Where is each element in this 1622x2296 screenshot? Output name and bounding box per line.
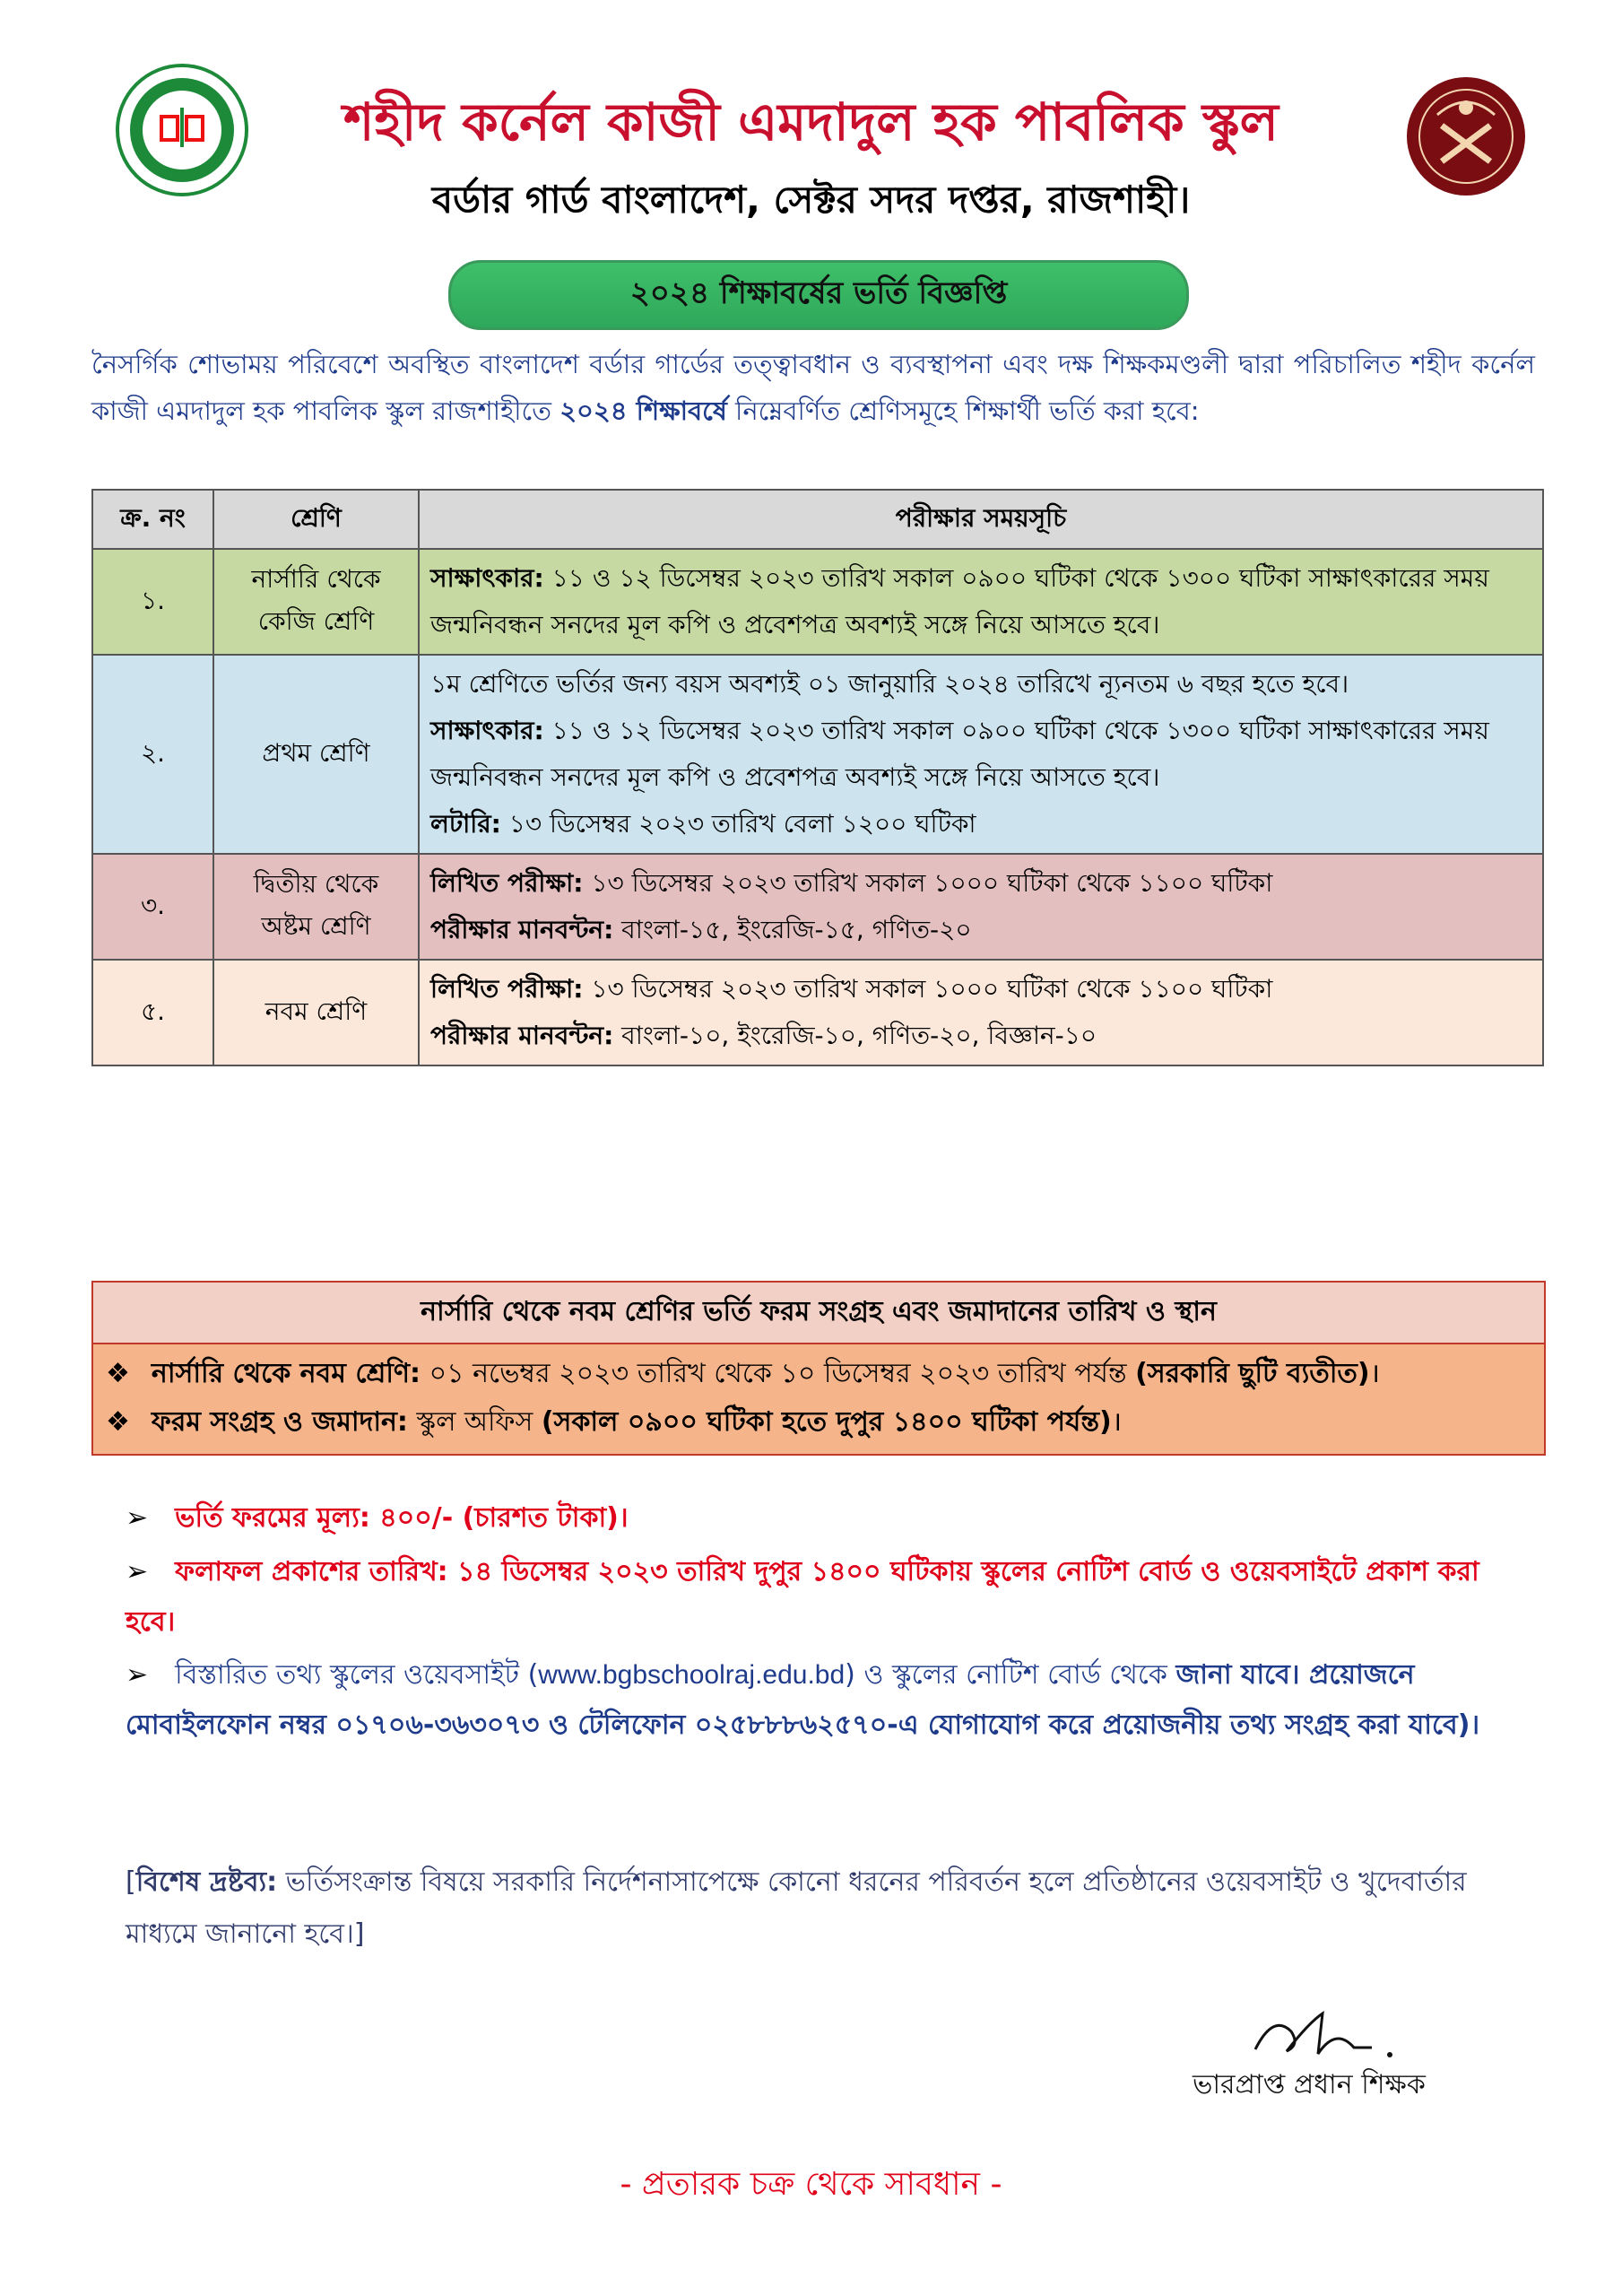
table-row bbox=[92, 960, 1543, 1065]
exam-text: ১৩ ডিসেম্বর ২০২৩ তারিখ সকাল ১০০০ ঘটিকা থেকে ১১০০ ঘটিকা bbox=[583, 974, 1273, 1004]
intro-highlight: ২০২৪ শিক্ষাবর্ষে bbox=[559, 396, 727, 426]
info-text-bold: জানা যাবে। প্রয়োজনে মোবাইলফোন নম্বর ০১৭০৬-৩৬৩০৭৩ ও টেলিফোন ০২৫৮৮৮৬২৫৭০-এ যোগাযোগ করে প্রয়োজনীয় তথ্য সংগ্রহ করা যাবে)। bbox=[126, 1659, 1480, 1741]
special-text: ভর্তিসংক্রান্ত বিষয়ে সরকারি নির্দেশনাসাপেক্ষে কোনো ধরনের পরিবর্তন হলে প্রতিষ্ঠানের ওয়েবসাইট ও খুদেবার্তার মাধ্যমে জানানো হবে।] bbox=[126, 1866, 1467, 1950]
table-header-row bbox=[92, 490, 1543, 549]
row-serial: ২. bbox=[92, 655, 213, 854]
form-item-end: । bbox=[1111, 1406, 1123, 1438]
row-schedule bbox=[419, 854, 1543, 960]
form-item-end: । bbox=[1369, 1358, 1380, 1389]
form-item-text: স্কুল অফিস bbox=[407, 1406, 542, 1438]
admission-notice-banner: ২০২৪ শিক্ষাবর্ষের ভর্তি বিজ্ঞপ্তি bbox=[448, 260, 1189, 330]
row-schedule bbox=[419, 960, 1543, 1065]
fee-note bbox=[126, 1493, 1533, 1544]
info-text-pre: বিস্তারিত তথ্য স্কুলের ওয়েবসাইট ( bbox=[175, 1659, 539, 1691]
row-serial: ৩. bbox=[92, 854, 213, 960]
form-item-dates bbox=[106, 1350, 1531, 1398]
table-row bbox=[92, 655, 1543, 854]
result-note bbox=[126, 1547, 1533, 1648]
exam-schedule-table bbox=[91, 489, 1544, 1066]
arrow-icon: ➢ bbox=[126, 1502, 149, 1534]
form-item-text: ০১ নভেম্বর ২০২৩ তারিখ থেকে ১০ ডিসেম্বর ২০২৩ তারিখ পর্যন্ত bbox=[421, 1358, 1136, 1389]
result-text: ফলাফল প্রকাশের তারিখ: ১৪ ডিসেম্বর ২০২৩ তারিখ দুপুর ১৪০০ ঘটিকায় স্কুলের নোটিশ বোর্ড ও ওয়েবসাইটে প্রকাশ করা হবে। bbox=[126, 1556, 1479, 1638]
lottery-block bbox=[430, 801, 1531, 848]
intro-text-end: নিম্নেবর্ণিত শ্রেণিসমূহে শিক্ষার্থী ভর্তি করা হবে: bbox=[726, 396, 1200, 426]
interview-label: সাক্ষাৎকার: bbox=[430, 563, 544, 593]
row-schedule bbox=[419, 655, 1543, 854]
bgb-emblem bbox=[1401, 63, 1531, 206]
interview-label: সাক্ষাৎকার: bbox=[430, 716, 544, 745]
table-row bbox=[92, 549, 1543, 655]
diamond-bullet-icon: ❖ bbox=[106, 1358, 130, 1389]
row-class: দ্বিতীয় থেকে অষ্টম শ্রেণি bbox=[213, 854, 419, 960]
fraud-warning: - প্রতারক চক্র থেকে সাবধান - bbox=[620, 2166, 1002, 2203]
row-class: নার্সারি থেকে কেজি শ্রেণি bbox=[213, 549, 419, 655]
header-schedule: পরীক্ষার সময়সূচি bbox=[419, 490, 1543, 549]
special-note bbox=[126, 1857, 1524, 1961]
age-requirement: ১ম শ্রেণিতে ভর্তির জন্য বয়স অবশ্যই ০১ জানুয়ারি ২০২৪ তারিখে ন্যূনতম ৬ বছর হতে হবে। bbox=[430, 669, 1349, 699]
special-label: বিশেষ দ্রষ্টব্য: bbox=[135, 1866, 278, 1898]
lottery-text: ১৩ ডিসেম্বর ২০২৩ তারিখ বেলা ১২০০ ঘটিকা bbox=[500, 809, 976, 839]
marks-block bbox=[430, 1013, 1531, 1059]
marks-block bbox=[430, 907, 1531, 953]
exam-block bbox=[430, 966, 1531, 1013]
school-logo bbox=[115, 63, 249, 197]
intro-paragraph bbox=[91, 341, 1535, 434]
lottery-label: লটারি: bbox=[430, 809, 501, 839]
interview-block bbox=[430, 708, 1531, 801]
marks-label: পরীক্ষার মানবন্টন: bbox=[430, 1021, 614, 1050]
form-box-title: নার্সারি থেকে নবম শ্রেণির ভর্তি ফরম সংগ্রহ এবং জমাদানের তারিখ ও স্থান bbox=[93, 1283, 1544, 1344]
header-serial: ক্র. নং bbox=[92, 490, 213, 549]
school-address: বর্ডার গার্ড বাংলাদেশ, সেক্টর সদর দপ্তর, রাজশাহী। bbox=[431, 178, 1191, 222]
exam-label: লিখিত পরীক্ষা: bbox=[430, 868, 584, 898]
signatory-title: ভারপ্রাপ্ত প্রধান শিক্ষক bbox=[1193, 2069, 1426, 2100]
header-class: শ্রেণি bbox=[213, 490, 419, 549]
form-item-place bbox=[106, 1398, 1531, 1447]
row-class: প্রথম শ্রেণি bbox=[213, 655, 419, 854]
intro-text: নৈসর্গিক শোভাময় পরিবেশে অবস্থিত বাংলাদেশ বর্ডার গার্ডের তত্ত্বাবধান ও ব্যবস্থাপনা এবং দক্ষ শিক্ষকমণ্ডলী দ্বারা পরিচালিত শহীদ কর্নেল কাজী এমদাদুল হক পাবলিক স্কুল রাজশাহীতে bbox=[91, 349, 1535, 426]
row-class: নবম শ্রেণি bbox=[213, 960, 419, 1065]
form-item-bold: (সরকারি ছুটি ব্যতীত) bbox=[1135, 1358, 1370, 1389]
exam-text: ১৩ ডিসেম্বর ২০২৩ তারিখ সকাল ১০০০ ঘটিকা থেকে ১১০০ ঘটিকা bbox=[583, 868, 1273, 898]
exam-block bbox=[430, 860, 1531, 907]
row-schedule bbox=[419, 549, 1543, 655]
website-link[interactable]: www.bgbschoolraj.edu.bd bbox=[538, 1660, 846, 1690]
interview-text: ১১ ও ১২ ডিসেম্বর ২০২৩ তারিখ সকাল ০৯০০ ঘটিকা থেকে ১৩০০ ঘটিকা সাক্ষাৎকারের সময় জন্মনিবন্ধন সনদের মূল কপি ও প্রবেশপত্র অবশ্যই সঙ্গে নিয়ে আসতে হবে। bbox=[430, 563, 1489, 639]
arrow-icon: ➢ bbox=[126, 1556, 149, 1587]
row-serial: ৫. bbox=[92, 960, 213, 1065]
marks-label: পরীক্ষার মানবন্টন: bbox=[430, 915, 614, 944]
fee-text: ভর্তি ফরমের মূল্য: ৪০০/- (চারশত টাকা)। bbox=[175, 1502, 629, 1534]
row-serial: ১. bbox=[92, 549, 213, 655]
table-row bbox=[92, 854, 1543, 960]
school-name: শহীদ কর্নেল কাজী এমদাদুল হক পাবলিক স্কুল bbox=[343, 91, 1279, 152]
diamond-bullet-icon: ❖ bbox=[106, 1406, 130, 1438]
arrow-icon: ➢ bbox=[126, 1659, 149, 1691]
form-item-bold: (সকাল ০৯০০ ঘটিকা হতে দুপুর ১৪০০ ঘটিকা পর্যন্ত) bbox=[541, 1406, 1112, 1438]
info-text-mid: ) ও স্কুলের নোটিশ বোর্ড থেকে bbox=[845, 1659, 1176, 1691]
exam-label: লিখিত পরীক্ষা: bbox=[430, 974, 584, 1004]
interview-text: ১১ ও ১২ ডিসেম্বর ২০২৩ তারিখ সকাল ০৯০০ ঘটিকা থেকে ১৩০০ ঘটিকা সাক্ষাৎকারের সময় জন্মনিবন্ধন সনদের মূল কপি ও প্রবেশপত্র অবশ্যই সঙ্গে নিয়ে আসতে হবে। bbox=[430, 716, 1489, 792]
form-item-label: ফরম সংগ্রহ ও জমাদান: bbox=[151, 1406, 408, 1438]
form-item-label: নার্সারি থেকে নবম শ্রেণি: bbox=[151, 1358, 421, 1389]
form-box-body bbox=[93, 1344, 1544, 1454]
info-note bbox=[126, 1650, 1533, 1751]
special-bracket: [ bbox=[126, 1866, 136, 1898]
marks-text: বাংলা-১০, ইংরেজি-১০, গণিত-২০, বিজ্ঞান-১০ bbox=[613, 1021, 1097, 1050]
marks-text: বাংলা-১৫, ইংরেজি-১৫, গণিত-২০ bbox=[613, 915, 972, 944]
form-collection-box bbox=[91, 1281, 1546, 1456]
